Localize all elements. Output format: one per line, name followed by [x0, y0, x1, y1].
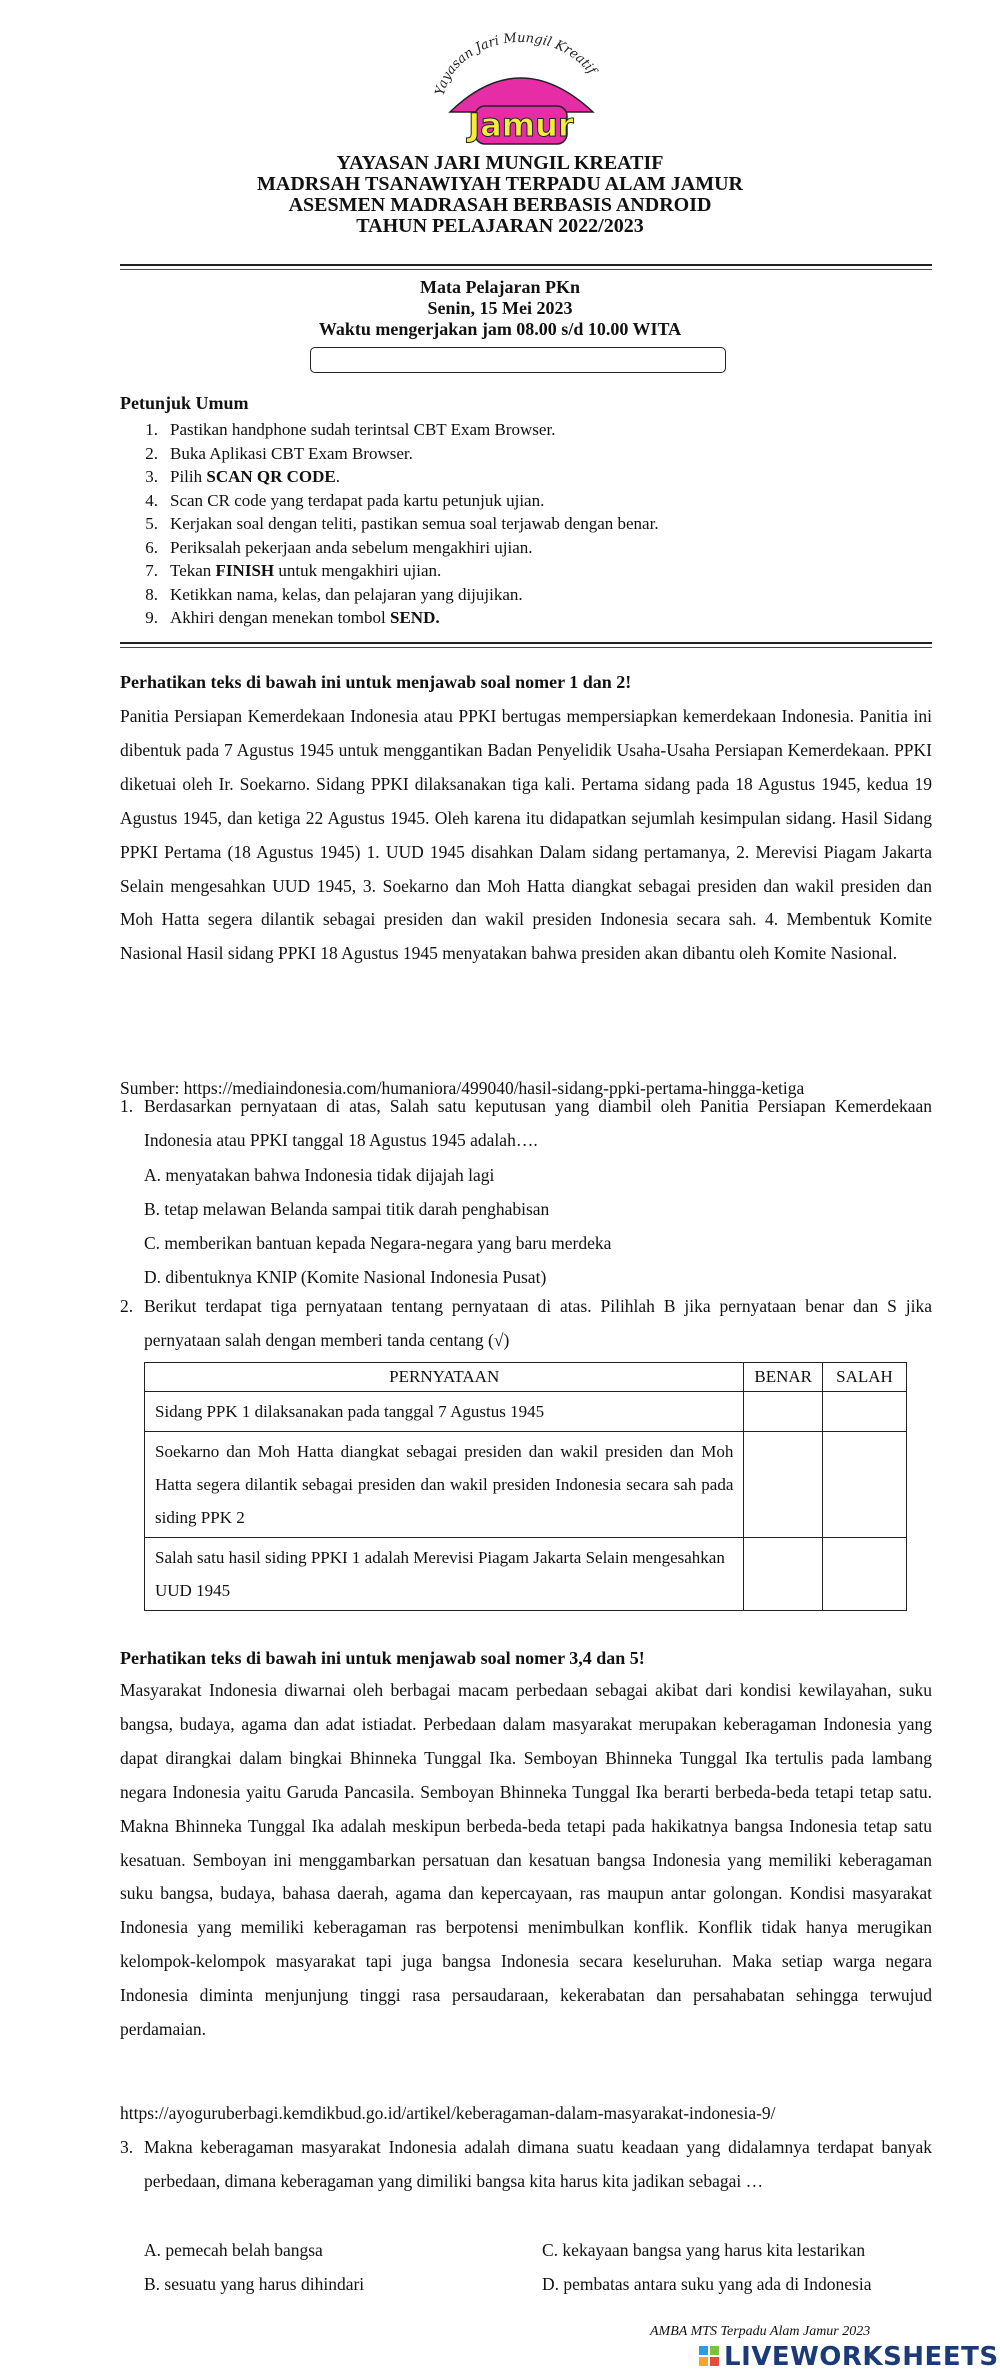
salah-checkbox[interactable]	[823, 1432, 907, 1538]
header-divider	[120, 264, 932, 266]
q1-option-c[interactable]: C. memberikan bantuan kepada Negara-negara yang baru merdeka	[144, 1233, 612, 1253]
statement-cell: Salah satu hasil siding PPKI 1 adalah Merevisi Piagam Jakarta Selain mengesahkan UUD 1945	[145, 1538, 744, 1611]
name-input-box[interactable]	[310, 347, 726, 373]
q1-option-d[interactable]: D. dibentuknya KNIP (Komite Nasional Indonesia Pusat)	[144, 1267, 547, 1287]
benar-checkbox[interactable]	[744, 1392, 823, 1432]
q3-option-d[interactable]: D. pembatas antara suku yang ada di Indonesia	[542, 2274, 872, 2294]
petunjuk-divider	[120, 642, 932, 644]
benar-checkbox[interactable]	[744, 1432, 823, 1538]
exam-date: Senin, 15 Mei 2023	[427, 298, 573, 318]
table-row	[145, 1392, 907, 1432]
list-item: 5. Kerjakan soal dengan teliti, pastikan semua soal terjawab dengan benar.	[145, 514, 659, 533]
question-text: Berdasarkan pernyataan di atas, Salah satu keputusan yang diambil oleh Panitia Persiapan Kemerdekaan Indonesia atau PPKI tanggal 18 Agustus 1945 adalah….	[144, 1096, 932, 1150]
question-3	[120, 2131, 932, 2199]
section-1-source: Sumber: https://mediaindonesia.com/humaniora/499040/hasil-sidang-ppki-pertama-hingga-ketiga	[120, 1078, 805, 1098]
q1-option-a[interactable]: A. menyatakan bahwa Indonesia tidak dijajah lagi	[144, 1165, 495, 1185]
header-divider-thin	[120, 269, 932, 270]
header-line-2: MADRSAH TSANAWIYAH TERPADU ALAM JAMUR	[257, 173, 743, 195]
question-text: Berikut terdapat tiga pernyataan tentang pernyataan di atas. Pilihlah B jika pernyataan benar dan S jika pernyataan salah dengan memberi tanda centang (√)	[144, 1296, 932, 1350]
list-item: 6. Periksalah pekerjaan anda sebelum mengakhiri ujian.	[145, 537, 533, 557]
statement-cell: Soekarno dan Moh Hatta diangkat sebagai presiden dan wakil presiden dan Moh Hatta segera dilantik sebagai presiden dan wakil presiden Indonesia secara sah pada siding PPK 2	[145, 1432, 744, 1538]
q1-option-b[interactable]: B. tetap melawan Belanda sampai titik darah penghabisan	[144, 1199, 550, 1219]
table-header-salah: SALAH	[823, 1363, 907, 1392]
table-header-statement: PERNYATAAN	[145, 1363, 744, 1392]
header-line-4: TAHUN PELAJARAN 2022/2023	[356, 215, 644, 237]
question-1	[120, 1090, 932, 1158]
header-line-3: ASESMEN MADRASAH BERBASIS ANDROID	[288, 194, 712, 216]
q3-option-c[interactable]: C. kekayaan bangsa yang harus kita lestarikan	[542, 2240, 866, 2260]
section-2-title: Perhatikan teks di bawah ini untuk menjawab soal nomer 3,4 dan 5!	[120, 1648, 645, 1668]
petunjuk-divider-thin	[120, 647, 932, 648]
petunjuk-title: Petunjuk Umum	[120, 393, 249, 413]
statement-table	[144, 1362, 907, 1611]
list-item: 8. Ketikkan nama, kelas, dan pelajaran yang dijujikan.	[145, 584, 523, 604]
question-2	[120, 1290, 932, 1358]
list-item: 4. Scan CR code yang terdapat pada kartu petunjuk ujian.	[145, 490, 545, 510]
exam-time: Waktu mengerjakan jam 08.00 s/d 10.00 WITA	[318, 319, 682, 339]
q3-option-a[interactable]: A. pemecah belah bangsa	[144, 2240, 323, 2260]
table-row	[145, 1432, 907, 1538]
salah-checkbox[interactable]	[823, 1392, 907, 1432]
question-number: 1.	[120, 1096, 134, 1116]
section-2-source: https://ayoguruberbagi.kemdikbud.go.id/artikel/keberagaman-dalam-masyarakat-indonesia-9/	[120, 2103, 776, 2123]
page-footer: AMBA MTS Terpadu Alam Jamur 2023	[650, 2324, 871, 2339]
list-item: 9. Akhiri dengan menekan tombol SEND.	[145, 608, 440, 627]
question-number: 2.	[120, 1296, 134, 1316]
question-number: 3.	[120, 2137, 134, 2157]
liveworksheets-icon	[698, 2345, 720, 2367]
watermark-text: LIVEWORKSHEETS	[724, 2342, 999, 2372]
question-text: Makna keberagaman masyarakat Indonesia adalah dimana suatu keadaan yang didalamnya terdapat banyak perbedaan, dimana keberagaman yang dimiliki bangsa kita harus kita jadikan sebagai …	[144, 2137, 932, 2191]
section-1-passage: Panitia Persiapan Kemerdekaan Indonesia atau PPKI bertugas mempersiapkan kemerdekaan Indonesia. Panitia ini dibentuk pada 7 Agustus 1945 untuk menggantikan Badan Penyelidik Usaha-Usaha Persiapan Kemerdekaan. PPKI diketuai oleh Ir. Soekarno. Sidang PPKI dilaksanakan tiga kali. Pertama sidang pada 18 Agustus 1945, kedua 19 Agustus 1945, dan ketiga 22 Agustus 1945. Oleh karena itu didapatkan sejumlah kesimpulan sidang. Hasil Sidang PPKI Pertama (18 Agustus 1945) 1. UUD 1945 disahkan Dalam sidang pertamanya, 2. Merevisi Piagam Jakarta Selain mengesahkan UUD 1945, 3. Soekarno dan Moh Hatta diangkat sebagai presiden dan wakil presiden dan Moh Hatta segera dilantik sebagai presiden dan wakil presiden Indonesia secara sah. 4. Membentuk Komite Nasional Hasil sidang PPKI 18 Agustus 1945 menyatakan bahwa presiden akan dibantu oleh Komite Nasional.	[120, 706, 932, 964]
jamur-logo	[415, 26, 625, 148]
subject-label: Mata Pelajaran PKn	[420, 277, 580, 297]
logo-brand-text: Jamur	[468, 106, 574, 144]
petunjuk-list	[120, 418, 659, 630]
q3-option-b[interactable]: B. sesuatu yang harus dihindari	[144, 2274, 365, 2294]
list-item: 2. Buka Aplikasi CBT Exam Browser.	[145, 443, 413, 463]
logo-arc-text: Yayasan Jari Mungil Kreatif	[432, 30, 599, 97]
benar-checkbox[interactable]	[744, 1538, 823, 1611]
section-2-passage: Masyarakat Indonesia diwarnai oleh berbagai macam perbedaan sebagai akibat dari kondisi kewilayahan, suku bangsa, budaya, agama dan adat istiadat. Perbedaan dalam masyarakat merupakan keberagaman Indonesia yang dapat dirangkai dalam bingkai Bhinneka Tunggal Ika. Semboyan Bhinneka Tunggal Ika tertulis pada lambang negara Indonesia yaitu Garuda Pancasila. Semboyan Bhinneka Tunggal Ika berarti berbeda-beda tetapi tetap satu. Makna Bhinneka Tunggal Ika adalah meskipun berbeda-beda tetapi pada hakikatnya bangsa Indonesia tetap satu kesatuan. Semboyan ini menggambarkan persatuan dan kesatuan bangsa Indonesia yang memiliki keberagaman suku bangsa, budaya, bahasa daerah, agama dan kepercayaan, ras maupun antar golongan. Kondisi masyarakat Indonesia yang memiliki keberagaman ras berpotensi menimbulkan konflik. Konflik tidak hanya merugikan kelompok-kelompok masyarakat tapi juga bangsa Indonesia secara keseluruhan. Maka setiap warga negara Indonesia diminta menjunjung tinggi rasa persaudaraan, kekerabatan dan persahabatan sehingga terwujud perdamaian.	[120, 1680, 932, 2040]
statement-cell: Sidang PPK 1 dilaksanakan pada tanggal 7 Agustus 1945	[145, 1392, 744, 1432]
section-1-title: Perhatikan teks di bawah ini untuk menjawab soal nomer 1 dan 2!	[120, 672, 632, 692]
header-line-1: YAYASAN JARI MUNGIL KREATIF	[336, 152, 664, 174]
list-item: 1. Pastikan handphone sudah terintsal CBT Exam Browser.	[145, 420, 556, 439]
table-header-benar: BENAR	[744, 1363, 823, 1392]
list-item: 7. Tekan FINISH untuk mengakhiri ujian.	[145, 561, 442, 580]
table-row	[145, 1538, 907, 1611]
list-item: 3. Pilih SCAN QR CODE.	[145, 467, 341, 486]
liveworksheets-watermark	[698, 2342, 999, 2372]
salah-checkbox[interactable]	[823, 1538, 907, 1611]
